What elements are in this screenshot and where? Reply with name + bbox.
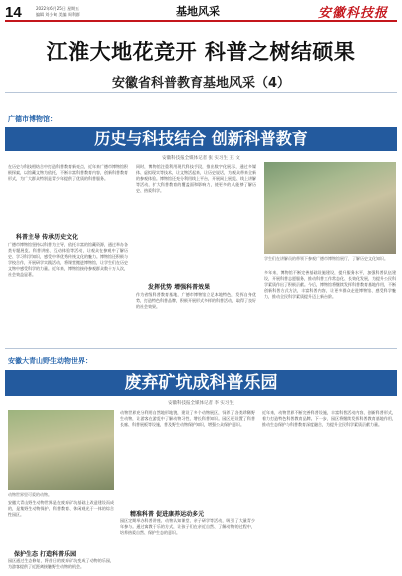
- article1-label: 广德市博物馆：: [8, 115, 57, 123]
- article1-byline: 安徽科技报全媒体记者 张 实习生 王 文: [162, 156, 240, 161]
- article1-col1-bottom: 广德市博物馆坚持以科普为主导，依托丰富的馆藏资源，通过举办各类专题展览、科普讲座、互动体验等活动，让观众在参观中了解历史、学习科学知识，感受中华优秀传统文化的魅力。博物馆还积极与学校合作，开展研学实践活动，将课堂搬进博物馆，让学生们在历史文物中感受科学的力量。近年来，博物馆接待参观群众数十万人次，社会效益显著。: [8, 242, 128, 277]
- article1-col1-top: 在历史与科技相结合中打造科普教育新亮点，近年来广德市博物馆积极探索，以馆藏文物为依托，不断丰富科普教育内容，创新科普教育形式，为广大群众特别是青少年提供了优质的科普服务。: [8, 164, 128, 181]
- article2-label: 安徽大青山野生动物世界：: [8, 357, 92, 365]
- section-title: 基地风采: [176, 5, 220, 18]
- article2-photo: [8, 410, 114, 490]
- article2-col1: 安徽大青山野生动物世界是在废弃矿坑基础上改造建设而成的，是集野生动物保护、科普教育、休闲观光于一体的综合性园区。: [8, 500, 114, 517]
- page-subhead: 安徽省科普教育基地风采（4）: [111, 76, 291, 91]
- editor-line: 编辑 刘小甸 美编 周利群: [36, 12, 80, 17]
- paper-logo: 安徽科技报: [318, 6, 389, 21]
- article2-byline: 安徽科技报全媒体记者 李 实习生: [168, 401, 234, 406]
- date-line: 2022年6月25日 星期五: [36, 6, 80, 11]
- article1-photo: [264, 162, 396, 254]
- masthead-meta: [36, 6, 80, 18]
- masthead-rule: [5, 20, 397, 22]
- article1-subtitle-1: 科普主导 传承历史文化: [16, 234, 79, 241]
- article1-photo-caption: 学生们在讲解员的带领下参观广德市博物馆展厅，了解历史文化知识。: [264, 256, 388, 261]
- article1-subtitle-2: 发挥优势 增强科普效果: [148, 284, 211, 291]
- article2-col3: 园区定期举办科普讲座、动物认知课堂、亲子研学等活动，吸引了大量青少年参与。通过寓教于乐的方式，让孩子们在亲近自然、了解动物的过程中，培养热爱自然、保护生态的意识。: [120, 518, 255, 535]
- article2-subtitle-1: 保护生态 打造科普乐园: [14, 551, 77, 558]
- page-headline: 江淮大地花竞开 科普之树结硕果: [46, 40, 356, 64]
- article2-col4: 近年来，动物世界不断完善科普设施，丰富科普活动内容，创新科普形式，着力打造特色科普教育品牌。下一步，园区将继续发挥科普教育基地作用，推动生态保护与科普教育深度融合，为提升全民科学素质贡献力量。: [262, 410, 396, 427]
- article1-title-band: 历史与科技结合 创新科普教育: [5, 127, 397, 151]
- article-divider: [5, 348, 397, 349]
- article1-col2: 同时，博物馆注重利用现代科技手段，推出数字化展示，通过多媒体、虚拟现实等技术，让文物活起来，让历史说话，为观众带来全新的参观体验。博物馆还充分利用线上平台，开展网上展览、线上讲解等活动，扩大科普教育的覆盖面和影响力，使更多的人能够了解历史、热爱科学。: [136, 164, 256, 193]
- article1-col2-bottom: 作为省级科普教育基地，广德市博物馆立足本地特色，发挥自身优势，打造特色科普品牌，积极开展形式多样的科普活动，取得了良好的社会效果。: [136, 292, 256, 309]
- article2-photo-caption: 动物世界里可爱的动物。: [8, 492, 52, 497]
- article1-col3: 多年来，博物馆不断完善基础设施建设，提升服务水平，加强科普队伍建设，开展科普志愿服务，推动科普工作常态化、长效化发展，为提升公民科学素质作出了积极贡献。今后，博物馆将继续发挥科普教育基地作用，不断创新科普方式方法，丰富科普内容，让更多群众走进博物馆、感受科学魅力，推动全民科学素质提升迈上新台阶。: [264, 270, 396, 299]
- article2-subtitle-2: 精准科普 促进康养运动多元: [130, 511, 205, 518]
- article2-col1-bottom: 园区通过生态修复，将昔日的废弃矿坑变成了动物的乐园，为游客提供了近距离接触野生动物的机会。: [8, 558, 114, 569]
- divider: [5, 92, 397, 93]
- page-number: 14: [5, 4, 22, 21]
- article2-col2: 动物世界充分利用自然地形地貌，建设了多个动物展区，饲养了各类珍稀野生动物，让游客在游览中了解动物习性、增长科普知识。园区还设置了科普长廊、科普展板等设施，普及野生动物保护知识，增强公众保护意识。: [120, 410, 255, 427]
- article2-title-band: 废弃矿坑成科普乐园: [5, 370, 397, 396]
